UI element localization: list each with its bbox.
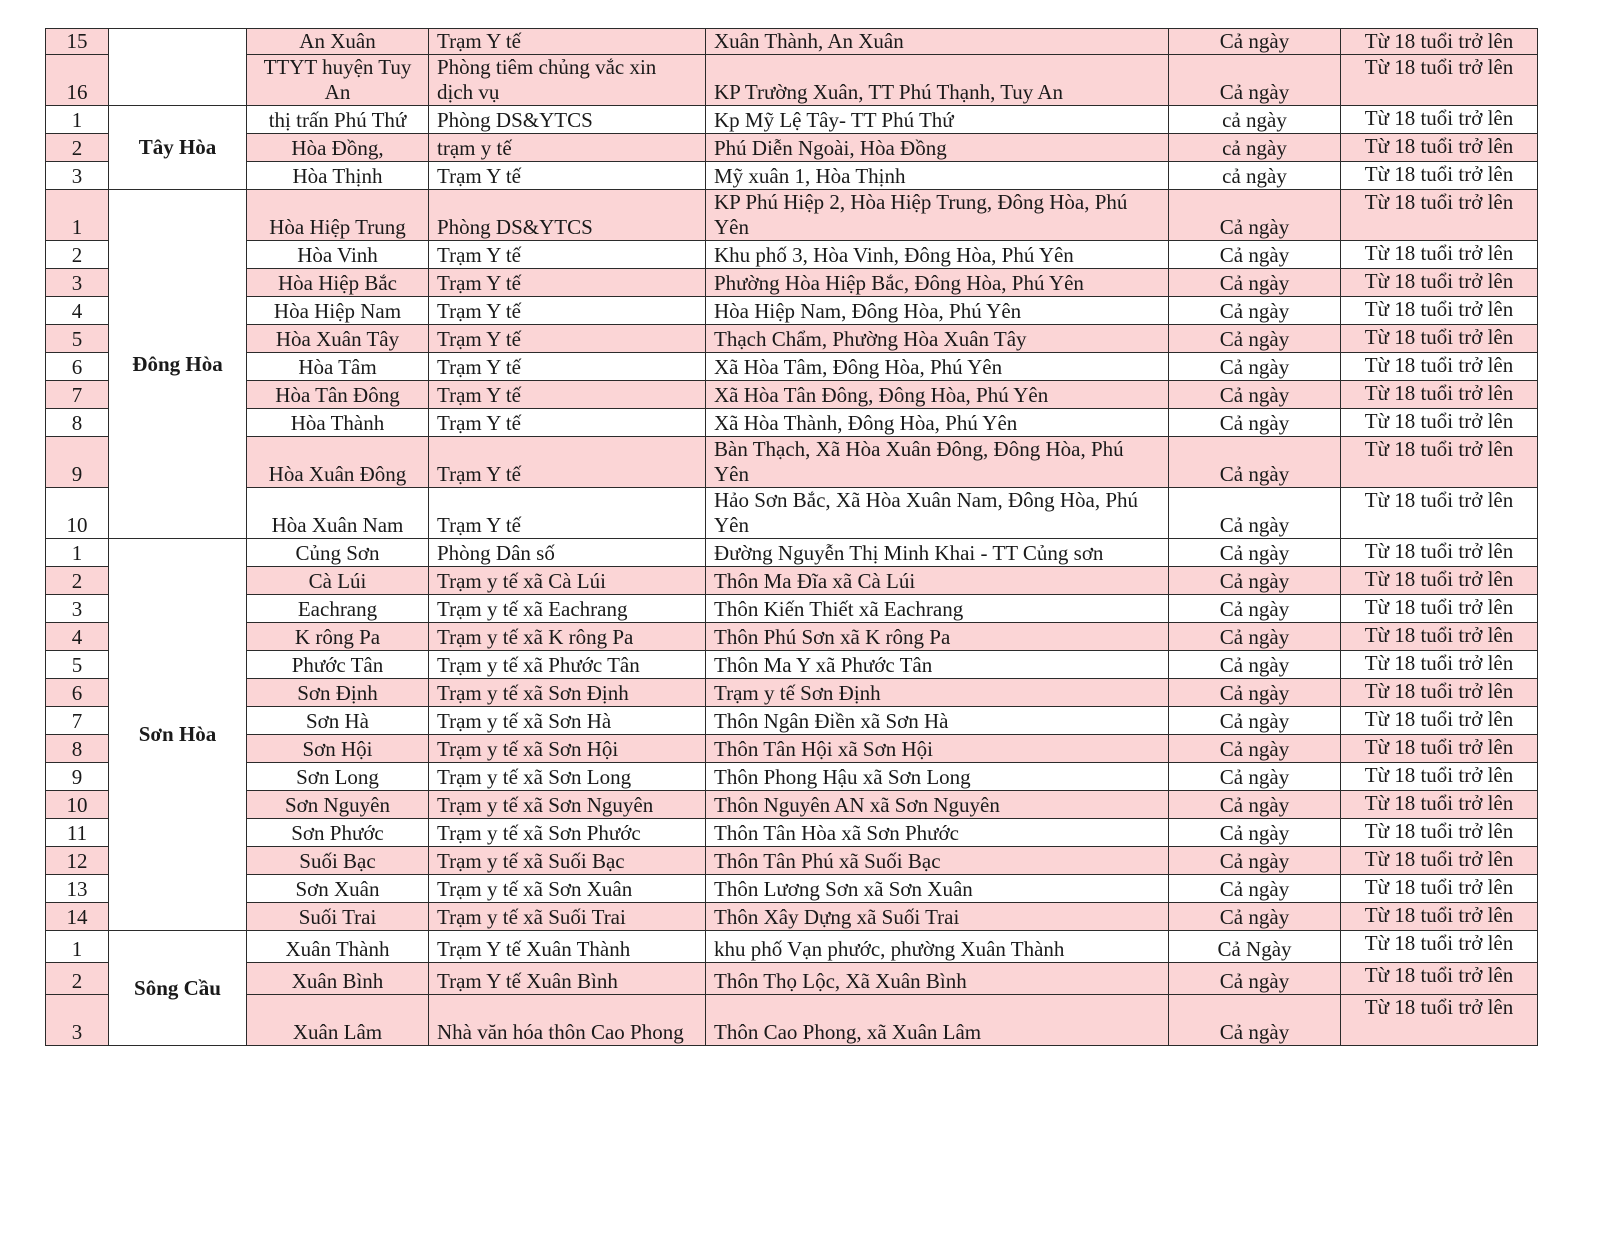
time-cell: Cả ngày (1169, 29, 1341, 55)
time-cell: Cả ngày (1169, 903, 1341, 931)
time-cell: Cả ngày (1169, 353, 1341, 381)
time-cell: Cả ngày (1169, 325, 1341, 353)
time-cell: Cả ngày (1169, 651, 1341, 679)
eligibility-cell: Từ 18 tuổi trở lên (1341, 190, 1538, 241)
address-cell: Thôn Tân Hội xã Sơn Hội (706, 735, 1169, 763)
time-cell: Cả ngày (1169, 297, 1341, 325)
site-cell: Trạm y tế xã Sơn Hà (429, 707, 706, 735)
time-cell: Cả ngày (1169, 409, 1341, 437)
site-cell: Trạm y tế xã Sơn Hội (429, 735, 706, 763)
row-number: 1 (46, 539, 109, 567)
address-cell: Đường Nguyễn Thị Minh Khai - TT Củng sơn (706, 539, 1169, 567)
row-number: 12 (46, 847, 109, 875)
row-number: 2 (46, 567, 109, 595)
vaccination-sites-table (45, 28, 1538, 1046)
table-row (46, 963, 1538, 995)
address-cell: Thôn Phú Sơn xã K rông Pa (706, 623, 1169, 651)
table-row (46, 29, 1538, 55)
address-cell: Thôn Ma Y xã Phước Tân (706, 651, 1169, 679)
site-cell: Trạm Y tế (429, 325, 706, 353)
time-cell: Cả ngày (1169, 381, 1341, 409)
table-row (46, 409, 1538, 437)
table-row (46, 381, 1538, 409)
time-cell: Cả ngày (1169, 539, 1341, 567)
commune-cell: Hòa Xuân Đông (247, 437, 429, 488)
address-cell: Thôn Phong Hậu xã Sơn Long (706, 763, 1169, 791)
address-cell: Xã Hòa Tân Đông, Đông Hòa, Phú Yên (706, 381, 1169, 409)
eligibility-cell: Từ 18 tuổi trở lên (1341, 353, 1538, 381)
site-cell: Trạm Y tế Xuân Thành (429, 931, 706, 963)
eligibility-cell: Từ 18 tuổi trở lên (1341, 409, 1538, 437)
address-cell: KP Trường Xuân, TT Phú Thạnh, Tuy An (706, 55, 1169, 106)
row-number: 8 (46, 409, 109, 437)
time-cell: Cả ngày (1169, 875, 1341, 903)
commune-cell: Sơn Hội (247, 735, 429, 763)
table-row (46, 134, 1538, 162)
eligibility-cell: Từ 18 tuổi trở lên (1341, 134, 1538, 162)
commune-cell: Cà Lúi (247, 567, 429, 595)
table-row (46, 269, 1538, 297)
site-cell: Trạm Y tế (429, 297, 706, 325)
eligibility-cell: Từ 18 tuổi trở lên (1341, 763, 1538, 791)
table-row (46, 903, 1538, 931)
address-cell: Khu phố 3, Hòa Vinh, Đông Hòa, Phú Yên (706, 241, 1169, 269)
row-number: 7 (46, 707, 109, 735)
eligibility-cell: Từ 18 tuổi trở lên (1341, 963, 1538, 995)
commune-cell: Eachrang (247, 595, 429, 623)
district-cell: Sơn Hòa (109, 539, 247, 931)
eligibility-cell: Từ 18 tuổi trở lên (1341, 325, 1538, 353)
table-row (46, 931, 1538, 963)
address-cell: KP Phú Hiệp 2, Hòa Hiệp Trung, Đông Hòa, Phú Yên (706, 190, 1169, 241)
time-cell: Cả ngày (1169, 241, 1341, 269)
row-number: 2 (46, 134, 109, 162)
address-cell: Xã Hòa Thành, Đông Hòa, Phú Yên (706, 409, 1169, 437)
address-cell: Thôn Xây Dựng xã Suối Trai (706, 903, 1169, 931)
table-row (46, 437, 1538, 488)
site-cell: Trạm y tế xã K rông Pa (429, 623, 706, 651)
time-cell: Cả ngày (1169, 190, 1341, 241)
district-cell (109, 29, 247, 106)
row-number: 5 (46, 651, 109, 679)
address-cell: Thạch Chẩm, Phường Hòa Xuân Tây (706, 325, 1169, 353)
table-row (46, 791, 1538, 819)
eligibility-cell: Từ 18 tuổi trở lên (1341, 488, 1538, 539)
time-cell: Cả ngày (1169, 707, 1341, 735)
eligibility-cell: Từ 18 tuổi trở lên (1341, 735, 1538, 763)
commune-cell: Hòa Thành (247, 409, 429, 437)
table-body (46, 29, 1538, 1046)
eligibility-cell: Từ 18 tuổi trở lên (1341, 55, 1538, 106)
eligibility-cell: Từ 18 tuổi trở lên (1341, 819, 1538, 847)
address-cell: Thôn Cao Phong, xã Xuân Lâm (706, 995, 1169, 1046)
eligibility-cell: Từ 18 tuổi trở lên (1341, 381, 1538, 409)
commune-cell: Hòa Tâm (247, 353, 429, 381)
site-cell: Trạm Y tế Xuân Bình (429, 963, 706, 995)
row-number: 15 (46, 29, 109, 55)
address-cell: Xuân Thành, An Xuân (706, 29, 1169, 55)
commune-cell: TTYT huyện Tuy An (247, 55, 429, 106)
row-number: 6 (46, 679, 109, 707)
time-cell: Cả ngày (1169, 735, 1341, 763)
table-row (46, 735, 1538, 763)
row-number: 16 (46, 55, 109, 106)
table-row (46, 488, 1538, 539)
site-cell: Phòng tiêm chủng vắc xin dịch vụ (429, 55, 706, 106)
row-number: 2 (46, 241, 109, 269)
eligibility-cell: Từ 18 tuổi trở lên (1341, 931, 1538, 963)
address-cell: Xã Hòa Tâm, Đông Hòa, Phú Yên (706, 353, 1169, 381)
eligibility-cell: Từ 18 tuổi trở lên (1341, 847, 1538, 875)
eligibility-cell: Từ 18 tuổi trở lên (1341, 567, 1538, 595)
site-cell: Trạm y tế xã Sơn Phước (429, 819, 706, 847)
site-cell: Trạm y tế xã Cà Lúi (429, 567, 706, 595)
time-cell: Cả ngày (1169, 488, 1341, 539)
eligibility-cell: Từ 18 tuổi trở lên (1341, 595, 1538, 623)
row-number: 3 (46, 162, 109, 190)
commune-cell: thị trấn Phú Thứ (247, 106, 429, 134)
table-row (46, 106, 1538, 134)
time-cell: cả ngày (1169, 162, 1341, 190)
address-cell: khu phố Vạn phước, phường Xuân Thành (706, 931, 1169, 963)
time-cell: Cả ngày (1169, 963, 1341, 995)
site-cell: Trạm y tế xã Suối Bạc (429, 847, 706, 875)
row-number: 1 (46, 190, 109, 241)
site-cell: Trạm y tế xã Suối Trai (429, 903, 706, 931)
time-cell: Cả ngày (1169, 791, 1341, 819)
eligibility-cell: Từ 18 tuổi trở lên (1341, 791, 1538, 819)
site-cell: Trạm Y tế (429, 381, 706, 409)
commune-cell: Sơn Nguyên (247, 791, 429, 819)
address-cell: Hảo Sơn Bắc, Xã Hòa Xuân Nam, Đông Hòa, Phú Yên (706, 488, 1169, 539)
commune-cell: Xuân Lâm (247, 995, 429, 1046)
time-cell: Cả ngày (1169, 567, 1341, 595)
schedule-table (45, 28, 1538, 1046)
time-cell: Cả ngày (1169, 437, 1341, 488)
row-number: 3 (46, 269, 109, 297)
site-cell: Trạm Y tế (429, 409, 706, 437)
commune-cell: Hòa Hiệp Nam (247, 297, 429, 325)
commune-cell: Xuân Thành (247, 931, 429, 963)
site-cell: Trạm y tế xã Sơn Xuân (429, 875, 706, 903)
row-number: 6 (46, 353, 109, 381)
commune-cell: K rông Pa (247, 623, 429, 651)
site-cell: Trạm y tế xã Eachrang (429, 595, 706, 623)
eligibility-cell: Từ 18 tuổi trở lên (1341, 995, 1538, 1046)
row-number: 1 (46, 106, 109, 134)
row-number: 5 (46, 325, 109, 353)
row-number: 2 (46, 963, 109, 995)
address-cell: Phường Hòa Hiệp Bắc, Đông Hòa, Phú Yên (706, 269, 1169, 297)
commune-cell: An Xuân (247, 29, 429, 55)
table-row (46, 353, 1538, 381)
eligibility-cell: Từ 18 tuổi trở lên (1341, 707, 1538, 735)
time-cell: Cả Ngày (1169, 931, 1341, 963)
row-number: 14 (46, 903, 109, 931)
commune-cell: Củng Sơn (247, 539, 429, 567)
eligibility-cell: Từ 18 tuổi trở lên (1341, 297, 1538, 325)
eligibility-cell: Từ 18 tuổi trở lên (1341, 162, 1538, 190)
time-cell: Cả ngày (1169, 623, 1341, 651)
row-number: 7 (46, 381, 109, 409)
time-cell: Cả ngày (1169, 819, 1341, 847)
eligibility-cell: Từ 18 tuổi trở lên (1341, 539, 1538, 567)
site-cell: Trạm Y tế (429, 29, 706, 55)
site-cell: Trạm Y tế (429, 437, 706, 488)
time-cell: Cả ngày (1169, 269, 1341, 297)
table-row (46, 875, 1538, 903)
address-cell: Hòa Hiệp Nam, Đông Hòa, Phú Yên (706, 297, 1169, 325)
address-cell: Thôn Nguyên AN xã Sơn Nguyên (706, 791, 1169, 819)
time-cell: Cả ngày (1169, 55, 1341, 106)
commune-cell: Hòa Thịnh (247, 162, 429, 190)
commune-cell: Sơn Phước (247, 819, 429, 847)
row-number: 3 (46, 595, 109, 623)
commune-cell: Suối Bạc (247, 847, 429, 875)
row-number: 4 (46, 623, 109, 651)
district-cell: Sông Cầu (109, 931, 247, 1046)
row-number: 10 (46, 488, 109, 539)
district-cell: Đông Hòa (109, 190, 247, 539)
site-cell: Trạm Y tế (429, 488, 706, 539)
eligibility-cell: Từ 18 tuổi trở lên (1341, 269, 1538, 297)
commune-cell: Sơn Định (247, 679, 429, 707)
site-cell: Phòng DS&YTCS (429, 106, 706, 134)
address-cell: Thôn Tân Phú xã Suối Bạc (706, 847, 1169, 875)
table-row (46, 679, 1538, 707)
commune-cell: Hòa Xuân Nam (247, 488, 429, 539)
address-cell: Kp Mỹ Lệ Tây- TT Phú Thứ (706, 106, 1169, 134)
address-cell: Mỹ xuân 1, Hòa Thịnh (706, 162, 1169, 190)
eligibility-cell: Từ 18 tuổi trở lên (1341, 29, 1538, 55)
row-number: 8 (46, 735, 109, 763)
table-row (46, 707, 1538, 735)
site-cell: trạm y tế (429, 134, 706, 162)
table-row (46, 763, 1538, 791)
site-cell: Trạm y tế xã Sơn Nguyên (429, 791, 706, 819)
commune-cell: Hòa Hiệp Bắc (247, 269, 429, 297)
commune-cell: Hòa Vinh (247, 241, 429, 269)
address-cell: Thôn Kiến Thiết xã Eachrang (706, 595, 1169, 623)
site-cell: Trạm Y tế (429, 241, 706, 269)
address-cell: Thôn Ma Đĩa xã Cà Lúi (706, 567, 1169, 595)
site-cell: Trạm Y tế (429, 162, 706, 190)
commune-cell: Sơn Hà (247, 707, 429, 735)
table-row (46, 539, 1538, 567)
table-row (46, 241, 1538, 269)
table-row (46, 995, 1538, 1046)
address-cell: Thôn Ngân Điền xã Sơn Hà (706, 707, 1169, 735)
eligibility-cell: Từ 18 tuổi trở lên (1341, 241, 1538, 269)
address-cell: Bàn Thạch, Xã Hòa Xuân Đông, Đông Hòa, Phú Yên (706, 437, 1169, 488)
table-row (46, 162, 1538, 190)
table-row (46, 55, 1538, 106)
eligibility-cell: Từ 18 tuổi trở lên (1341, 679, 1538, 707)
table-row (46, 595, 1538, 623)
time-cell: cả ngày (1169, 106, 1341, 134)
eligibility-cell: Từ 18 tuổi trở lên (1341, 623, 1538, 651)
eligibility-cell: Từ 18 tuổi trở lên (1341, 106, 1538, 134)
commune-cell: Suối Trai (247, 903, 429, 931)
district-cell: Tây Hòa (109, 106, 247, 190)
site-cell: Phòng Dân số (429, 539, 706, 567)
time-cell: Cả ngày (1169, 679, 1341, 707)
time-cell: Cả ngày (1169, 995, 1341, 1046)
row-number: 4 (46, 297, 109, 325)
eligibility-cell: Từ 18 tuổi trở lên (1341, 651, 1538, 679)
row-number: 3 (46, 995, 109, 1046)
commune-cell: Xuân Bình (247, 963, 429, 995)
commune-cell: Hòa Hiệp Trung (247, 190, 429, 241)
table-row (46, 190, 1538, 241)
site-cell: Nhà văn hóa thôn Cao Phong (429, 995, 706, 1046)
site-cell: Trạm y tế xã Sơn Long (429, 763, 706, 791)
table-row (46, 297, 1538, 325)
table-row (46, 325, 1538, 353)
table-row (46, 623, 1538, 651)
site-cell: Trạm Y tế (429, 269, 706, 297)
time-cell: cả ngày (1169, 134, 1341, 162)
commune-cell: Phước Tân (247, 651, 429, 679)
time-cell: Cả ngày (1169, 595, 1341, 623)
address-cell: Thôn Thọ Lộc, Xã Xuân Bình (706, 963, 1169, 995)
time-cell: Cả ngày (1169, 763, 1341, 791)
commune-cell: Sơn Xuân (247, 875, 429, 903)
row-number: 11 (46, 819, 109, 847)
table-row (46, 567, 1538, 595)
row-number: 1 (46, 931, 109, 963)
table-row (46, 847, 1538, 875)
address-cell: Phú Diễn Ngoài, Hòa Đồng (706, 134, 1169, 162)
site-cell: Trạm y tế xã Sơn Định (429, 679, 706, 707)
time-cell: Cả ngày (1169, 847, 1341, 875)
commune-cell: Hòa Đồng, (247, 134, 429, 162)
table-row (46, 819, 1538, 847)
row-number: 10 (46, 791, 109, 819)
site-cell: Trạm Y tế (429, 353, 706, 381)
site-cell: Trạm y tế xã Phước Tân (429, 651, 706, 679)
eligibility-cell: Từ 18 tuổi trở lên (1341, 437, 1538, 488)
row-number: 13 (46, 875, 109, 903)
eligibility-cell: Từ 18 tuổi trở lên (1341, 903, 1538, 931)
site-cell: Phòng DS&YTCS (429, 190, 706, 241)
eligibility-cell: Từ 18 tuổi trở lên (1341, 875, 1538, 903)
commune-cell: Hòa Tân Đông (247, 381, 429, 409)
address-cell: Thôn Tân Hòa xã Sơn Phước (706, 819, 1169, 847)
row-number: 9 (46, 763, 109, 791)
address-cell: Thôn Lương Sơn xã Sơn Xuân (706, 875, 1169, 903)
row-number: 9 (46, 437, 109, 488)
commune-cell: Hòa Xuân Tây (247, 325, 429, 353)
table-row (46, 651, 1538, 679)
address-cell: Trạm y tế Sơn Định (706, 679, 1169, 707)
commune-cell: Sơn Long (247, 763, 429, 791)
